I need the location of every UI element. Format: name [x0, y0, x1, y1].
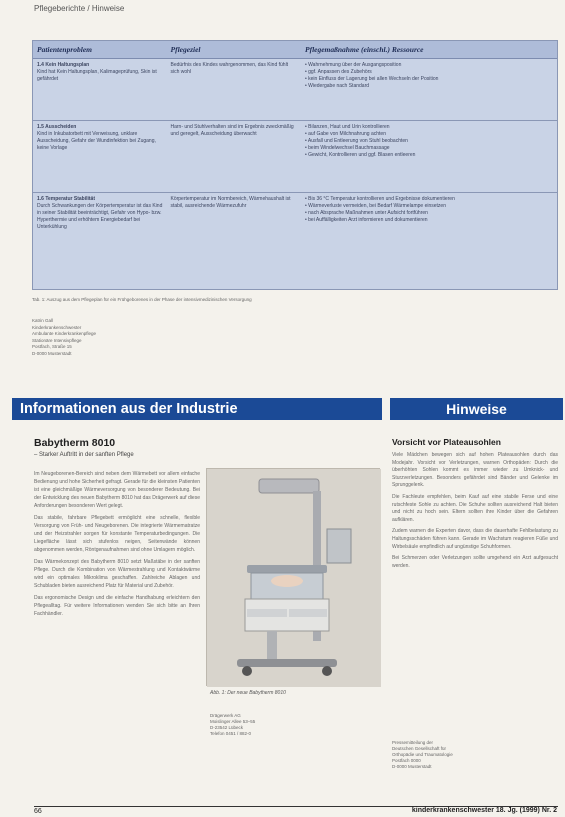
source-line: D-0000 Musterstadt	[392, 764, 432, 769]
measures-cell	[301, 121, 557, 192]
source-line: Deutschen Gesellschaft für	[392, 746, 447, 751]
infant-warmer-illustration	[207, 469, 381, 687]
source-line: Postfach 0000	[392, 758, 421, 763]
address-line: Drägerwerk AG	[210, 713, 241, 718]
measure-item: • bei Auffälligkeiten Arzt informieren und dokumentieren	[305, 217, 553, 224]
header-problem: Patientenproblem	[37, 45, 92, 54]
running-head: Pflegeberichte / Hinweise	[34, 4, 125, 13]
measure-item: • Wahrnehmung über der Ausgangsposition	[305, 62, 553, 69]
problem-cell	[33, 121, 167, 192]
manufacturer-address	[210, 713, 255, 737]
table-header-row	[33, 41, 557, 59]
measure-item: • Ausfall und Entleerung von Stuhl beobachten	[305, 138, 553, 145]
table-row	[33, 59, 557, 121]
notes-paragraph: Bei Schmerzen oder Verletzungen sollte umgehend ein Arzt aufgesucht werden.	[392, 555, 558, 569]
source-line: Pressemitteilung der	[392, 740, 434, 745]
author-line: D-0000 Musterstadt	[32, 350, 72, 356]
author-line: Stationäre Intensivpflege	[32, 337, 82, 343]
address-line: Moislinger Allee 53–55	[210, 719, 256, 724]
author-line: Kinderkrankenschwester	[32, 324, 82, 330]
measure-item: • kein Einfluss der Lagerung bei allen Wechseln der Position	[305, 76, 553, 83]
measure-item: • Bis 36 °C Temperatur kontrollieren und Ergebnisse dokumentieren	[305, 196, 553, 203]
problem-cell	[33, 59, 167, 120]
article-paragraph: Das ergonomische Design und die einfache Handhabung erleichtern den Pflegealltag. Für weitere Informationen wenden Sie sich bitte an Ihren Fachhändler.	[34, 595, 200, 617]
author-line: Ambulante Kinderkrankenpflege	[32, 331, 97, 336]
measure-item: • Gewicht, Kontrollieren und ggf. Blasen entleeren	[305, 152, 553, 159]
measure-item: • auf Gabe von Milchnahrung achten	[305, 131, 553, 138]
article-paragraph: Das stabile, fahrbare Pflegebett ermöglicht eine schnelle, flexible Versorgung von Früh- und Neugeborenen. Die integrierte Wärmematratze und der Heizstrahler sorgen für konstante Temperaturbedingungen. Die Liegefläche lässt sich stufenlos neigen, Seitenwände können abgenommen werden, Röntgenaufnahmen sind ohne Umlagern möglich.	[34, 515, 200, 553]
header-measures: Pflegemaßnahme (einschl.) Ressource	[304, 45, 424, 54]
notes-source	[392, 740, 453, 770]
address-line: D-23542 Lübeck	[210, 725, 244, 730]
notes-title: Vorsicht vor Plateausohlen	[392, 437, 501, 447]
article-subtitle: – Starker Auftritt in der sanften Pflege	[34, 452, 134, 458]
table-row	[33, 193, 557, 289]
problem-cell	[33, 193, 167, 289]
measure-item: • Bilanzen, Haut und Urin kontrollieren	[305, 124, 553, 131]
article-paragraph: Im Neugeborenen-Bereich sind neben dem Wärmebett vor allem einfache Bedienung und hohe Sicherheit gefragt. Gerade für die kleinsten Patienten ist eine gleichmäßige Wärmeversorgung von besonderer Bedeutung. Bei der Entwicklung des neuen Babytherm 8010 hat das Drägerwerk auf diese Anforderungen besonderen Wert gelegt.	[34, 471, 200, 509]
journal-name: kinderkrankenschwester 18. Jg. (1999) Nr. 2	[411, 807, 557, 814]
notes-section-banner: Hinweise	[390, 398, 563, 420]
row-title: 1.6 Temperatur Stabilität	[37, 196, 95, 202]
industry-section-banner: Informationen aus der Industrie	[12, 398, 382, 420]
photo-caption: Abb. 1: Der neue Babytherm 8010	[210, 690, 286, 696]
care-plan-table	[32, 40, 558, 290]
measure-item: • ggf. Anpassen des Zubehörs	[305, 69, 553, 76]
measure-item: • beim Windelwechsel Bauchmassage	[305, 145, 553, 152]
problem-text: Kind in Inkubatorbett mit Verweisung, unklare Ausscheidung, Gefahr der Wundinfektion bei Zugang, keine Vorlage	[37, 131, 156, 151]
notes-body	[392, 452, 558, 772]
notes-paragraph: Zudem warnen die Experten davor, dass die dauerhafte Fehlbelastung zu Haltungsschäden führen kann. Gerade im Wachstum reagieren Füße und Wirbelsäule empfindlich auf ungünstige Schuhformen.	[392, 528, 558, 550]
table-row	[33, 121, 557, 193]
notes-paragraph: Die Fachleute empfehlen, beim Kauf auf eine stabile Ferse und eine rutschfeste Sohle zu achten. Die Schuhe sollten ausreichend Halt bieten und nicht zu hoch sein. Eltern sollten ihre Kinder über die Gefahren aufklären.	[392, 493, 558, 523]
header-goal: Pflegeziel	[170, 45, 201, 54]
author-address	[32, 318, 132, 357]
product-photo	[206, 468, 380, 686]
goal-cell: Körpertemperatur im Normbereich, Wärmehaushalt ist stabil, ausreichende Wärmezufuhr	[170, 196, 291, 209]
row-title: 1.5 Ausscheiden	[37, 124, 77, 130]
measure-item: • Wiedergabe nach Standard	[305, 83, 553, 90]
goal-cell: Bedürfnis des Kindes wahrgenommen, das Kind fühlt sich wohl	[170, 62, 289, 75]
measure-item: • nach Absprache Maßnahmen unter Aufsicht fortführen	[305, 210, 553, 217]
article-body	[34, 470, 200, 800]
goal-cell: Harn- und Stuhlverhalten sind im Ergebnis zweckmäßig und geregelt, Ausscheidung überwacht	[170, 124, 294, 137]
row-title: 1.4 Kein Haltungsplan	[37, 62, 90, 68]
problem-text: Durch Schwankungen der Körpertemperatur ist das Kind in seiner Stabilität beeinträchtigt, Gefahr von Hypo- bzw. Hyperthermie und erhöhtem Energiebedarf bei Unterkühlung	[37, 203, 163, 230]
author-line: Katrin Gall	[32, 318, 54, 323]
article-paragraph: Das Wärmekonzept des Babytherm 8010 setzt Maßstäbe in der sanften Pflege. Durch die Kombination von Wärmestrahlung und Kontaktwärme wird ein optimales Mikroklima geschaffen. Zahlreiche Ablagen und Schubladen bieten ausreichend Platz für Material und Zubehör.	[34, 559, 200, 589]
address-line: Telefon 0451 / 882-0	[210, 731, 252, 736]
measures-cell	[301, 193, 557, 289]
page-number: 66	[34, 808, 42, 815]
source-line: Orthopädie und Traumatologie	[392, 752, 453, 757]
problem-text: Kind hat Kein Haltungsplan, Kalimageprüfung, Skin ist gefährdet	[37, 69, 157, 82]
table-caption: Tab. 1: Auszug aus dem Pflegeplan für ein Frühgeborenes in der Phase der intensivmedizinischen Versorgung	[32, 297, 252, 302]
article-title: Babytherm 8010	[34, 437, 116, 449]
measures-cell	[301, 59, 557, 120]
notes-paragraph: Viele Mädchen bewegen sich auf hohen Plateausohlen durch das Modejahr. Vorsicht vor Verletzungen, warnen Orthopäden: Durch die überhöhten Sohlen kommt es immer wieder zu Umknick- und Sturzverletzungen. Besonders gefährdet sind Bänder und Gelenke im Sprunggelenk.	[392, 452, 558, 489]
author-line: Postfach, Straße 15	[32, 344, 72, 349]
measure-item: • Wärmeverluste vermeiden, bei Bedarf Wärmelampe einsetzen	[305, 203, 553, 210]
